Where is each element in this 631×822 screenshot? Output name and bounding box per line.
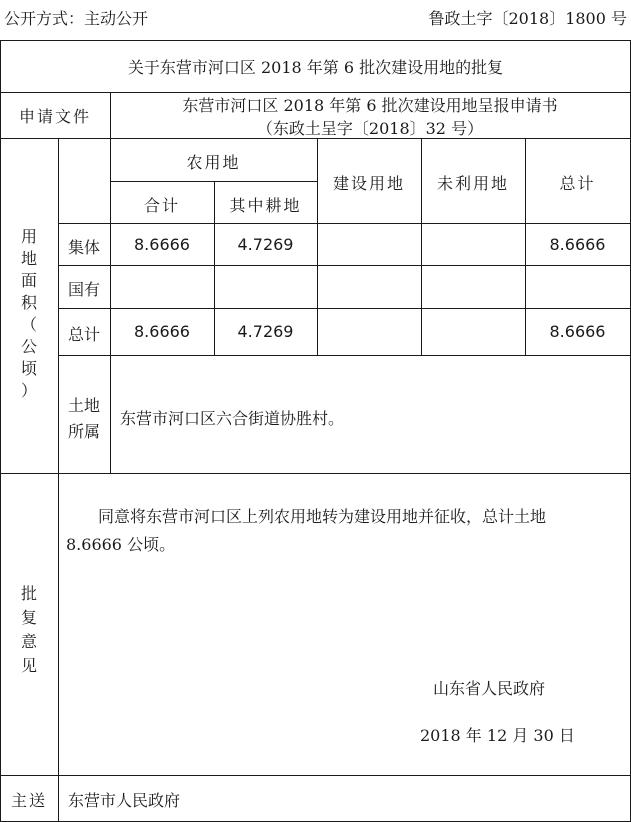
header-unused-land: 未利用地 [436, 174, 509, 193]
recipient-label: 主送 [10, 791, 47, 810]
document-title: 关于东营市河口区 2018 年第 6 批次建设用地的批复 [127, 58, 504, 77]
document-number: 鲁政土字〔2018〕1800 号 [428, 9, 627, 28]
header-agricultural-land: 农用地 [186, 153, 241, 172]
header-cultivated-land: 其中耕地 [229, 196, 302, 215]
application-reference: （东政土呈字〔2018〕32 号） [256, 119, 484, 138]
grand-cultivated: 4.7269 [237, 322, 294, 341]
approval-date: 2018 年 12 月 30 日 [420, 726, 575, 745]
header-total: 总计 [559, 174, 596, 193]
recipient-value: 东营市人民政府 [68, 791, 181, 810]
approval-section-label: 批 复 意 见 [20, 584, 37, 675]
grand-subtotal: 8.6666 [134, 322, 190, 341]
collective-cultivated: 4.7269 [237, 235, 294, 254]
header-subtotal: 合计 [143, 196, 180, 215]
row-label-grand-total: 总计 [67, 325, 100, 344]
grand-total: 8.6666 [549, 322, 606, 341]
application-label: 申请文件 [18, 107, 91, 126]
row-label-collective: 集体 [67, 238, 100, 257]
row-label-state-owned: 国有 [67, 280, 100, 299]
ownership-value: 东营市河口区六合街道协胜村。 [120, 409, 345, 428]
disclosure-method: 公开方式：主动公开 [4, 9, 149, 28]
approval-text-line2: 8.6666 公顷。 [66, 535, 176, 554]
collective-total: 8.6666 [549, 235, 606, 254]
approval-text-line1: 同意将东营市河口区上列农用地转为建设用地并征收，总计土地 [98, 507, 547, 526]
header-construction-land: 建设用地 [332, 174, 405, 193]
ownership-label-line2: 所属 [67, 422, 100, 441]
application-title: 东营市河口区 2018 年第 6 批次建设用地呈报申请书 [182, 96, 558, 115]
approval-signer: 山东省人民政府 [433, 679, 546, 698]
collective-subtotal: 8.6666 [134, 235, 190, 254]
ownership-label-line1: 土地 [67, 396, 100, 415]
land-area-section-label: 用 地 面 积 （ 公 顷 ） [20, 227, 37, 400]
